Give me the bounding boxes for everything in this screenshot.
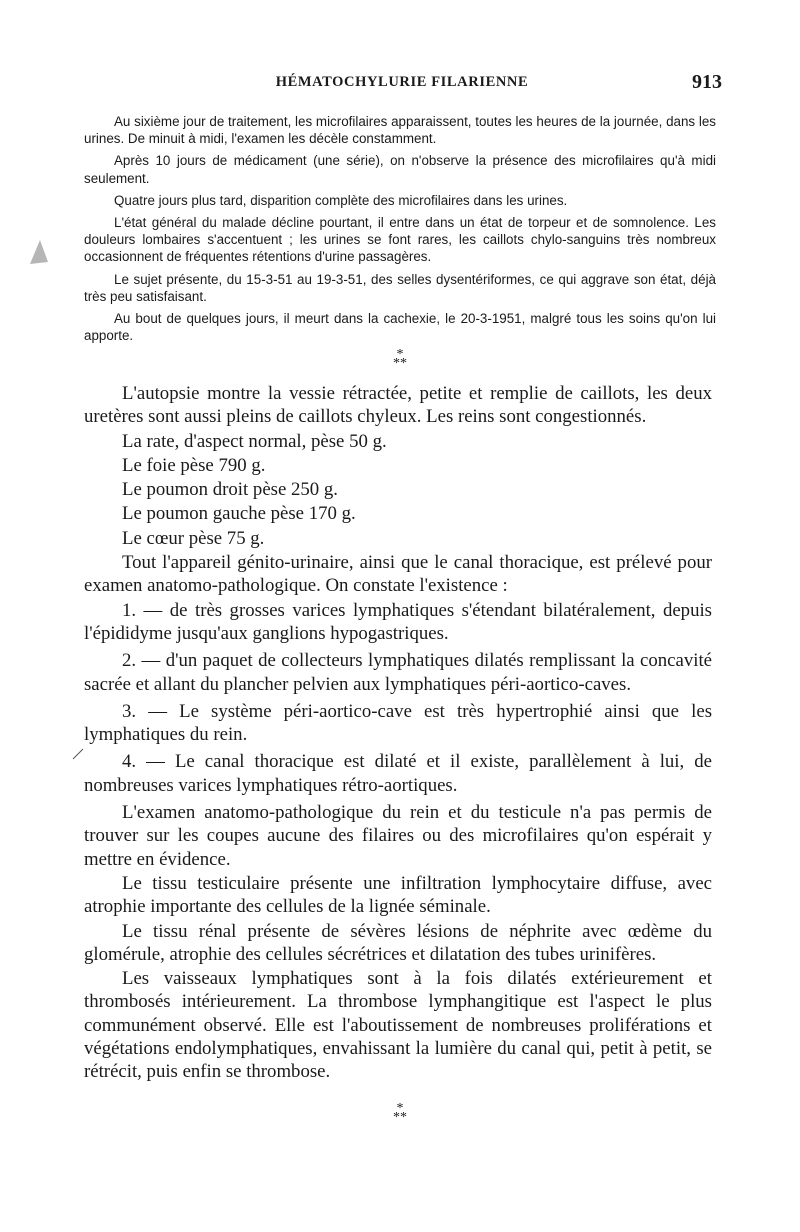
organ-weight: Le foie pèse 790 g. — [122, 454, 266, 476]
autopsy-intro: L'autopsie montre la vessie rétractée, petite et remplie de caillots, les deux uretères sont aussi pleins de caillots chyleux. Les reins sont congestionnés. — [84, 383, 712, 428]
finding-item: 3. — Le système péri-aortico-cave est très hypertrophié ainsi que les lymphatiques du rein. — [84, 700, 712, 746]
page-number: 913 — [692, 71, 722, 93]
asterisk: * — [393, 1110, 400, 1125]
margin-ink-mark-icon — [28, 236, 50, 266]
organ-weight: La rate, d'aspect normal, pèse 50 g. — [122, 430, 387, 452]
organ-weight: Le cœur pèse 75 g. — [122, 527, 265, 549]
finding-item: 1. — de très grosses varices lymphatiques s'étendant bilatéralement, depuis l'épididyme jusqu'aux ganglions hypogastriques. — [84, 599, 712, 644]
conclusion-paragraph: Les vaisseaux lymphatiques sont à la fois dilatés extérieurement et thrombosés intérieurement. La thrombose lymphangitique est l'aspect le plus communément observé. Elle est l'aboutissement de nombreuses proliférations et végétations endolymphatiques, envahissant la lumière du canal qui, petit à petit, se rétrécit, puis enfin se thrombose. — [84, 968, 712, 1083]
conclusion-paragraph: Le tissu rénal présente de sévères lésions de néphrite avec œdème du glomérule, atrophie des cellules sécrétrices et dilatation des tubes urinifères. — [84, 920, 712, 965]
autopsy-report — [84, 382, 712, 1085]
organ-weight: Le poumon droit pèse 250 g. — [122, 479, 338, 501]
case-note: Après 10 jours de médicament (une série), on n'observe la présence des microfilaires qu'à midi seulement. — [84, 153, 716, 186]
asterisk: * — [393, 356, 400, 371]
asterisk: * — [400, 1110, 407, 1125]
case-note: L'état général du malade décline pourtant, il entre dans un état de torpeur et de somnolence. Les douleurs lombaires s'accentuent ; les urines se font rares, les caillots chylo-sanguins très nombreux occasionnent de fréquentes rétentions d'urine passagères. — [84, 215, 716, 265]
page-header — [82, 71, 722, 98]
conclusion-paragraph: L'examen anatomo-pathologique du rein et du testicule n'a pas permis de trouver sur les coupes aucune des filaires ou des microfilaires qu'on espérait y mettre en évidence. — [84, 802, 712, 870]
asterisk: * — [396, 347, 404, 362]
case-notes — [84, 113, 716, 349]
conclusion-paragraph: Le tissu testiculaire présente une infiltration lymphocytaire diffuse, avec atrophie importante des cellules de la lignée séminale. — [84, 872, 712, 918]
case-note: Au sixième jour de traitement, les microfilaires apparaissent, toutes les heures de la journée, dans les urines. De minuit à midi, l'examen les décèle constamment. — [84, 114, 716, 147]
margin-pencil-mark-icon — [72, 748, 84, 760]
case-note: Quatre jours plus tard, disparition complète des microfilaires dans les urines. — [114, 192, 568, 208]
end-separator-asterism — [0, 1101, 800, 1125]
exam-intro: Tout l'appareil génito-urinaire, ainsi que le canal thoracique, est prélevé pour examen anatomo-pathologique. On constate l'existence : — [84, 552, 712, 597]
organ-weight: Le poumon gauche pèse 170 g. — [122, 503, 356, 525]
case-note: Au bout de quelques jours, il meurt dans la cachexie, le 20-3-1951, malgré tous les soins qu'on lui apporte. — [84, 311, 716, 344]
asterisk: * — [400, 356, 407, 371]
finding-item: 4. — Le canal thoracique est dilaté et il existe, parallèlement à lui, de nombreuses varices lymphatiques rétro-aortiques. — [84, 751, 712, 796]
section-separator-asterism — [0, 347, 800, 371]
asterisk: * — [396, 1101, 404, 1116]
running-title: HÉMATOCHYLURIE FILARIENNE — [275, 74, 529, 90]
case-note: Le sujet présente, du 15-3-51 au 19-3-51, des selles dysentériformes, ce qui aggrave son état, déjà très peu satisfaisant. — [84, 271, 716, 304]
finding-item: 2. — d'un paquet de collecteurs lymphatiques dilatés remplissant la concavité sacrée et allant du plancher pelvien aux lymphatiques péri-aortico-caves. — [84, 650, 712, 695]
